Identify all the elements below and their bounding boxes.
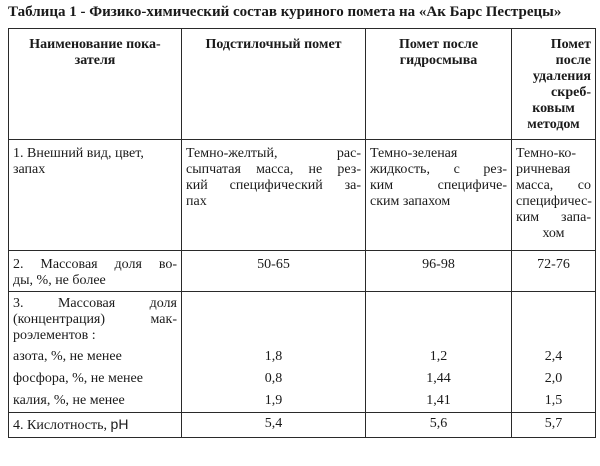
row-phosphorus (9, 368, 596, 390)
cell-potassium-hydro: 1,41 (366, 390, 512, 413)
cell-moisture-name (9, 251, 182, 292)
cell-appearance-litter (182, 140, 366, 251)
header-name-line-2: зателя (74, 53, 116, 68)
header-hydro (366, 29, 512, 140)
table-caption: Таблица 1 - Физико-химический состав куриного помета на «Ак Барс Пестрецы» (8, 4, 562, 20)
appearance-name-line-1: 1. Внешний вид, цвет, (13, 146, 144, 161)
cell-potassium-scraper: 1,5 (512, 390, 596, 413)
appearance-hydro-line-3: ким специфиче- (370, 178, 507, 193)
appearance-litter-line-2: сыпчатая масса, не рез- (186, 162, 361, 177)
appearance-scraper-line-5: ким запа- (516, 210, 591, 225)
cell-phosphorus-litter: 0,8 (182, 368, 366, 390)
cell-nitrogen-scraper: 2,4 (512, 346, 596, 368)
acidity-name-prefix: 4. Кислотность, (13, 418, 111, 433)
acidity-name-unit: pH (110, 416, 129, 432)
cell-macro-name (9, 292, 182, 347)
header-scraper-line-3: ковым методом (527, 101, 580, 132)
header-name-line-1: Наименование пока- (29, 37, 161, 52)
cell-potassium-name: калия, %, не менее (9, 390, 182, 413)
macro-name-line-3: роэлементов : (13, 328, 96, 343)
cell-appearance-scraper (512, 140, 596, 251)
appearance-scraper-line-6: хом (542, 226, 565, 241)
header-scraper (512, 29, 596, 140)
cell-phosphorus-scraper: 2,0 (512, 368, 596, 390)
cell-macro-litter (182, 292, 366, 347)
header-name (9, 29, 182, 140)
cell-moisture-scraper: 72-76 (512, 251, 596, 292)
appearance-name-line-2: запах (13, 162, 46, 177)
cell-moisture-hydro: 96-98 (366, 251, 512, 292)
cell-macro-hydro (366, 292, 512, 347)
appearance-scraper-line-4: специфичес- (516, 194, 592, 209)
appearance-litter-line-1: Темно-желтый, рас- (186, 146, 361, 161)
header-litter (182, 29, 366, 140)
appearance-hydro-line-4: ским запахом (370, 194, 451, 209)
macro-name-line-2: (концентрация) мак- (13, 312, 177, 327)
row-potassium (9, 390, 596, 413)
cell-macro-scraper (512, 292, 596, 347)
appearance-hydro-line-2: жидкость, с рез- (370, 162, 507, 177)
cell-appearance-name (9, 140, 182, 251)
header-row (9, 29, 596, 140)
appearance-scraper-line-1: Темно-ко- (516, 146, 576, 161)
cell-phosphorus-name: фосфора, %, не менее (9, 368, 182, 390)
header-litter-text: Подстилочный помет (205, 37, 342, 52)
cell-acidity-litter: 5,4 (182, 413, 366, 438)
cell-potassium-litter: 1,9 (182, 390, 366, 413)
row-moisture (9, 251, 596, 292)
header-hydro-line-1: Помет после (398, 37, 479, 52)
cell-acidity-name (9, 413, 182, 438)
cell-nitrogen-litter: 1,8 (182, 346, 366, 368)
row-appearance (9, 140, 596, 251)
composition-table (8, 28, 596, 438)
cell-acidity-scraper: 5,7 (512, 413, 596, 438)
row-macro (9, 292, 596, 347)
cell-phosphorus-hydro: 1,44 (366, 368, 512, 390)
cell-nitrogen-hydro: 1,2 (366, 346, 512, 368)
row-acidity (9, 413, 596, 438)
moisture-name-line-2: ды, %, не более (13, 273, 106, 288)
appearance-litter-line-3: кий специфический за- (186, 178, 361, 193)
macro-name-line-1: 3. Массовая доля (13, 296, 177, 311)
appearance-scraper-line-3: масса, со (516, 178, 591, 193)
cell-acidity-hydro: 5,6 (366, 413, 512, 438)
appearance-hydro-line-1: Темно-зеленая (370, 146, 458, 161)
cell-nitrogen-name: азота, %, не менее (9, 346, 182, 368)
cell-moisture-litter: 50-65 (182, 251, 366, 292)
appearance-scraper-line-2: ричневая (516, 162, 571, 177)
cell-appearance-hydro (366, 140, 512, 251)
appearance-litter-line-4: пах (186, 194, 207, 209)
row-nitrogen (9, 346, 596, 368)
header-hydro-line-2: гидросмыва (399, 53, 478, 68)
header-scraper-line-2: удаления скреб- (532, 69, 591, 100)
header-scraper-line-1: Помет после (550, 37, 591, 68)
moisture-name-line-1: 2. Массовая доля во- (13, 257, 177, 272)
